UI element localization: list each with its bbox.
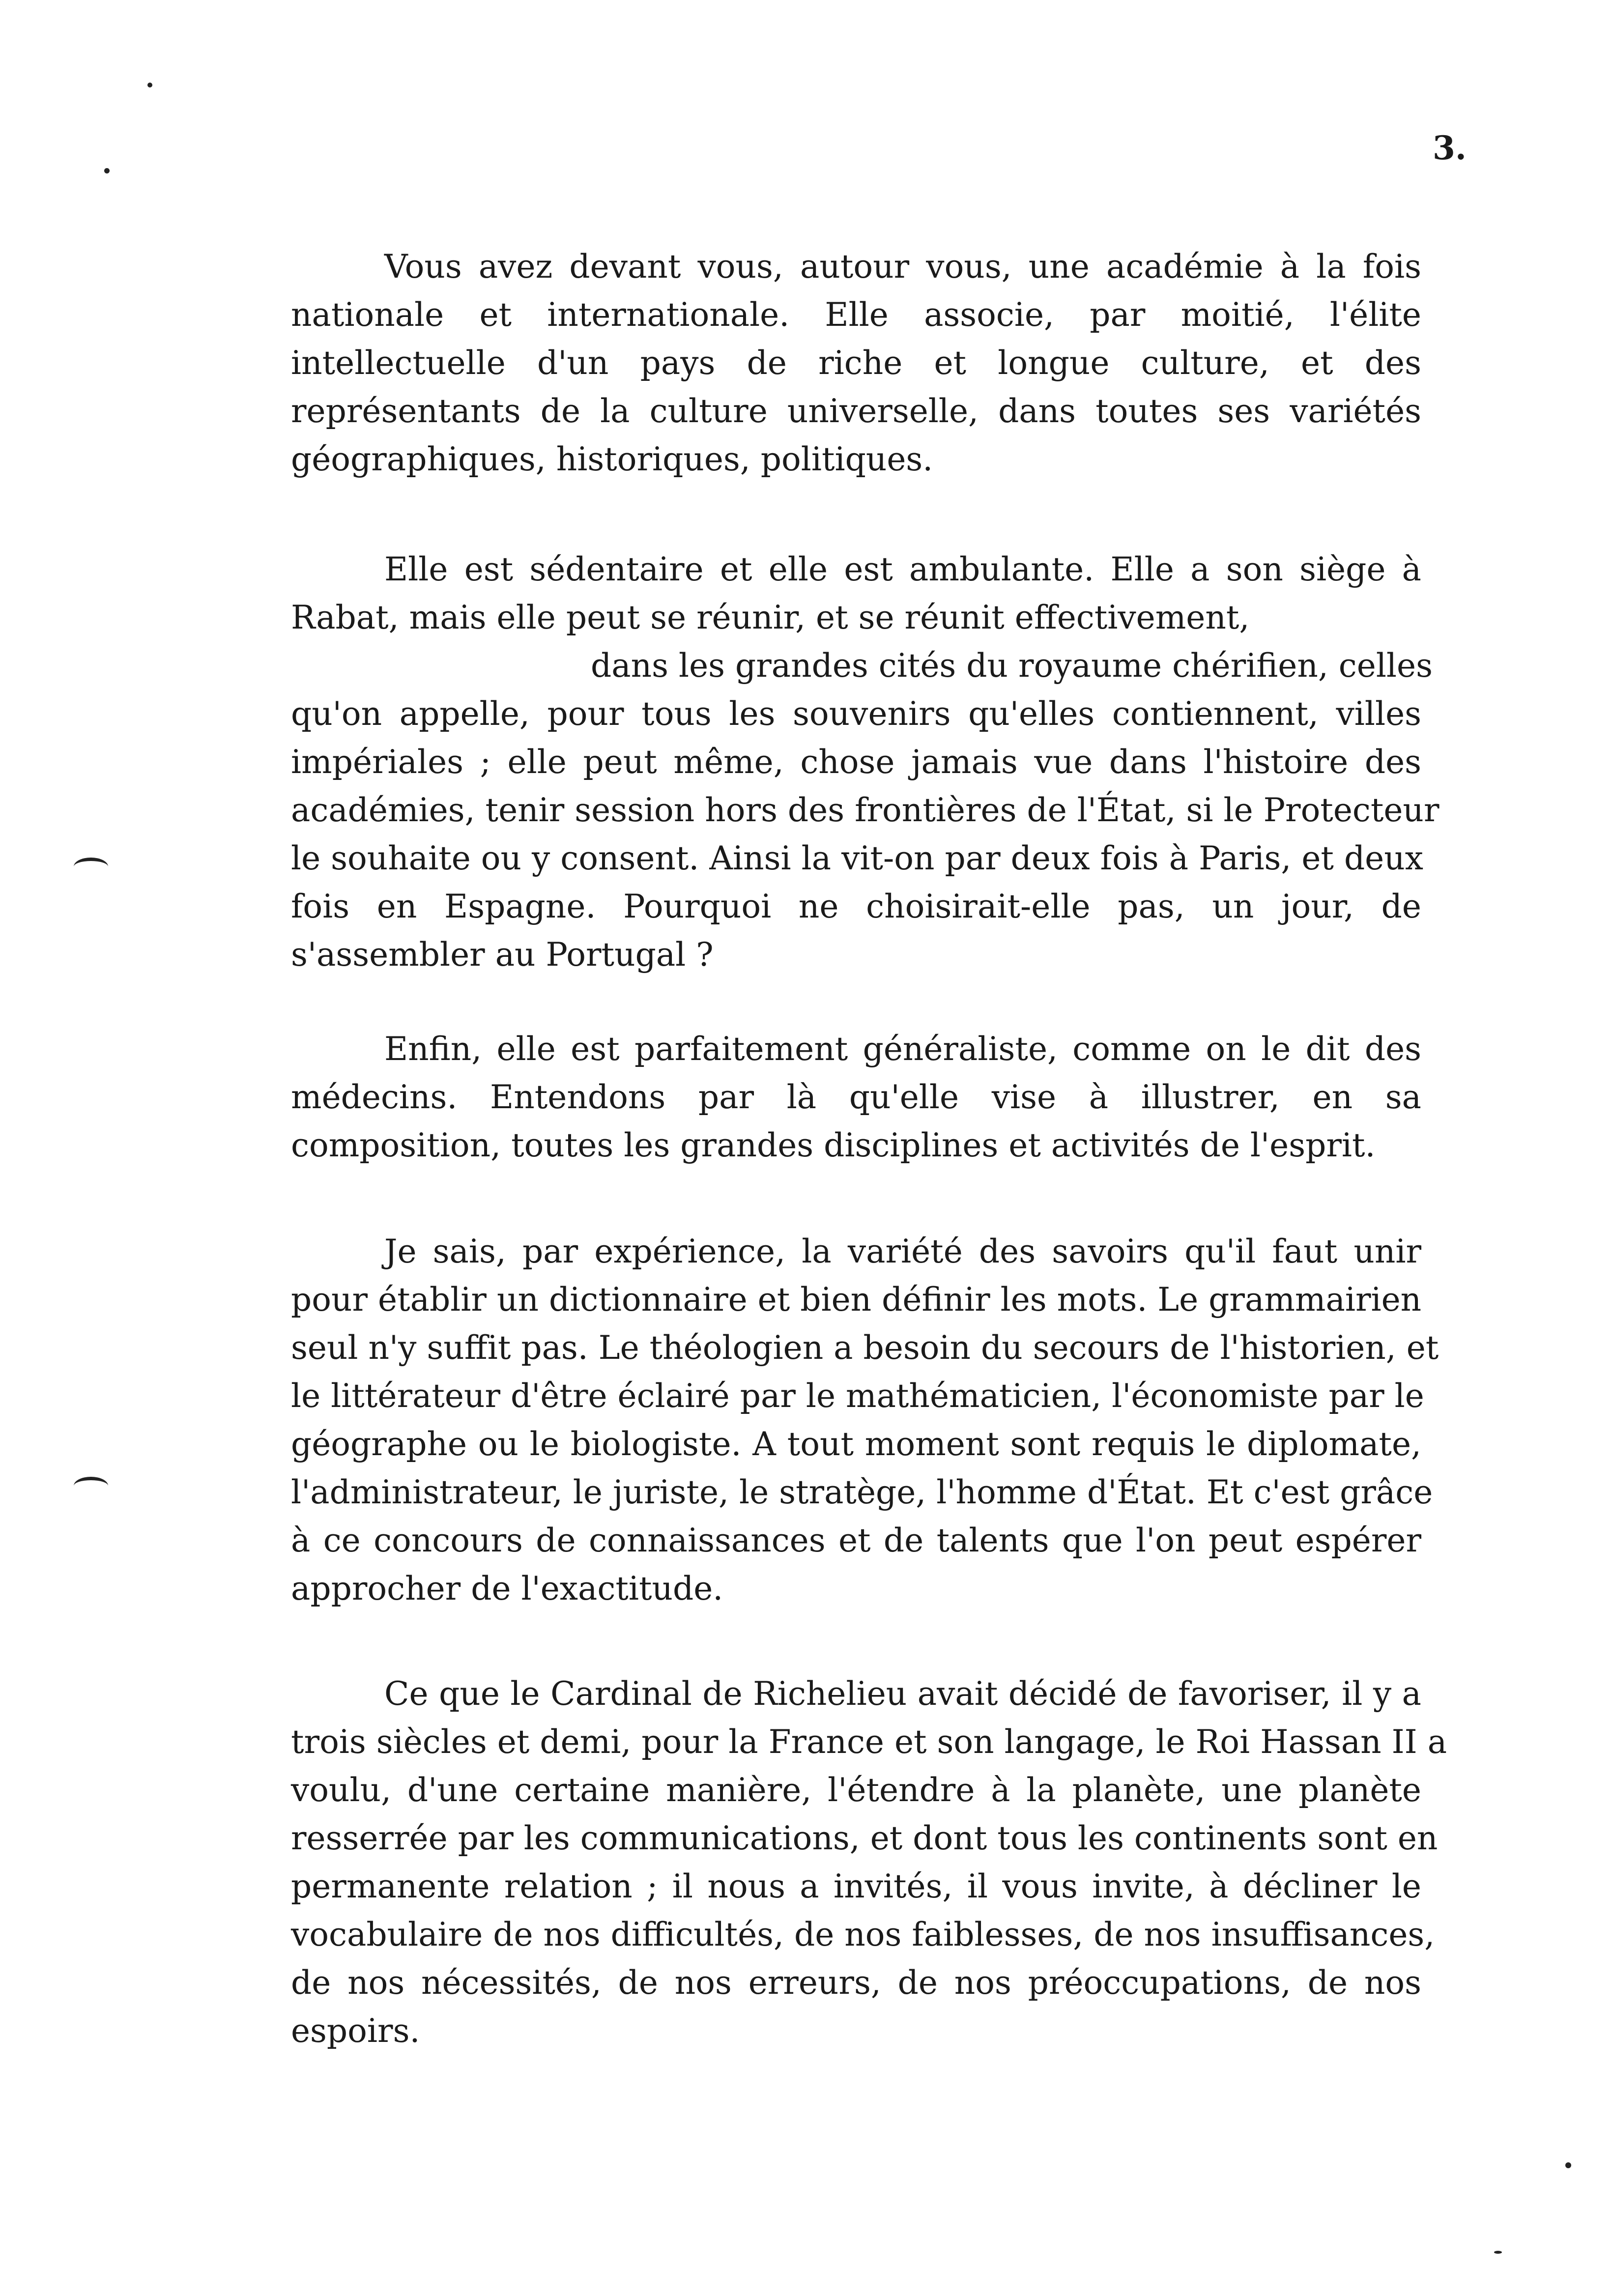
text-line: Rabat, mais elle peut se réunir, et se réunit effectivement, [291,599,1250,636]
scan-speck [147,83,152,87]
text-line: fois en Espagne. Pourquoi ne choisirait-elle pas, un jour, de [291,888,1421,925]
text-line: académies, tenir session hors des frontières de l'État, si le Protecteur [291,791,1439,829]
page-number: 3. [1433,129,1467,167]
text-line: approcher de l'exactitude. [291,1570,723,1607]
text-line: le littérateur d'être éclairé par le mathématicien, l'économiste par le [291,1377,1424,1415]
text-line: espoirs. [291,2012,420,2050]
text-line: voulu, d'une certaine manière, l'étendre à la planète, une planète [291,1771,1421,1809]
text-line: Enfin, elle est parfaitement généraliste, comme on le dit des [384,1030,1421,1068]
punch-hole-mark [74,1477,108,1495]
text-line: dans les grandes cités du royaume chérifien, celles [591,647,1433,685]
text-line: composition, toutes les grandes disciplines et activités de l'esprit. [291,1126,1376,1164]
paragraph-3 [291,1025,1421,1170]
text-line: vocabulaire de nos difficultés, de nos faiblesses, de nos insuffisances, [291,1916,1435,1953]
text-line: géographe ou le biologiste. A tout moment sont requis le diplomate, [291,1425,1421,1463]
paragraph-1 [291,243,1421,484]
text-line: Je sais, par expérience, la variété des savoirs qu'il faut unir [384,1233,1421,1270]
text-line: de nos nécessités, de nos erreurs, de nos préoccupations, de nos [291,1964,1421,2002]
text-line: Ce que le Cardinal de Richelieu avait décidé de favoriser, il y a [384,1675,1421,1713]
text-line: à ce concours de connaissances et de talents que l'on peut espérer [291,1521,1421,1559]
text-line: intellectuelle d'un pays de riche et longue culture, et des [291,344,1421,382]
text-line: impériales ; elle peut même, chose jamais vue dans l'histoire des [291,743,1421,781]
text-line: resserrée par les communications, et dont tous les continents sont en [291,1819,1438,1857]
scan-speck [1565,2162,1571,2168]
paragraph-5 [291,1670,1447,2055]
text-line: seul n'y suffit pas. Le théologien a besoin du secours de l'historien, et [291,1329,1439,1367]
text-line: médecins. Entendons par là qu'elle vise à illustrer, en sa [291,1078,1421,1116]
scan-speck [1494,2251,1502,2254]
text-line: pour établir un dictionnaire et bien définir les mots. Le grammairien [291,1281,1422,1319]
punch-hole-mark [74,858,108,876]
text-line: trois siècles et demi, pour la France et son langage, le Roi Hassan II a [291,1723,1447,1761]
text-line: qu'on appelle, pour tous les souvenirs qu'elles contiennent, villes [291,695,1421,733]
text-line: Elle est sédentaire et elle est ambulante. Elle a son siège à [384,550,1421,588]
scan-speck [104,168,110,173]
paragraph-2 [291,545,1439,979]
text-line: Vous avez devant vous, autour vous, une académie à la fois [384,248,1421,286]
text-line: le souhaite ou y consent. Ainsi la vit-on par deux fois à Paris, et deux [291,839,1423,877]
text-line: permanente relation ; il nous a invités, il vous invite, à décliner le [291,1867,1421,1905]
text-line: géographiques, historiques, politiques. [291,440,933,478]
text-line: s'assembler au Portugal ? [291,936,714,974]
paragraph-4 [291,1228,1439,1613]
text-line: représentants de la culture universelle, dans toutes ses variétés [291,392,1421,430]
text-line: nationale et internationale. Elle associe, par moitié, l'élite [291,296,1421,334]
text-line: l'administrateur, le juriste, le stratège, l'homme d'État. Et c'est grâce [291,1473,1433,1511]
